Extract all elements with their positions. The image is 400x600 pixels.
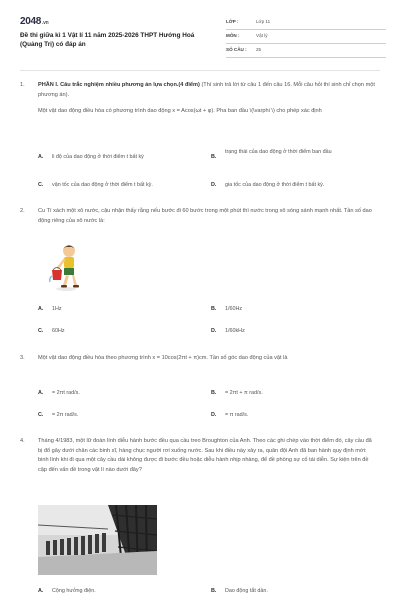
meta-value: Vật lý: [256, 33, 268, 38]
question-body: [38, 437, 376, 475]
option-text: trạng thái của dao động ở thời điểm ban đầu: [225, 149, 332, 155]
logo-suffix: .vn: [42, 20, 49, 26]
meta-row-class: [226, 16, 386, 30]
meta-key: SỐ CÂU :: [226, 47, 247, 52]
boy-carrying-bucket-image: [46, 242, 86, 292]
option-label: D.: [211, 412, 217, 418]
option-text: = 2πt rad/s.: [52, 390, 80, 396]
option-label: A.: [38, 306, 44, 312]
question-body: [38, 81, 376, 117]
option-label: A.: [38, 390, 44, 396]
page-header: [0, 0, 400, 70]
section-heading: PHẦN I. Câu trắc nghiệm nhiều phương án lựa chọn.(4 điểm): [38, 82, 200, 88]
option-label: C.: [38, 328, 44, 334]
option-label: D.: [211, 328, 217, 334]
meta-table: [226, 16, 386, 58]
question-number: 1.: [20, 82, 25, 88]
meta-row-subject: [226, 30, 386, 44]
section-note: (Thí sinh trả lời từ câu 1 đến câu 16. Mỗi câu hỏi thí sinh chỉ chọn một phương án).: [38, 82, 375, 98]
question-number: 4.: [20, 438, 25, 444]
option-label: B.: [211, 390, 217, 396]
option-label: D.: [211, 182, 217, 188]
option-text: gia tốc của dao động ở thời điểm t bất kỳ.: [225, 182, 325, 188]
meta-value: 25: [256, 47, 262, 52]
option-text: Cộng hưởng điện.: [52, 588, 96, 594]
option-text: 1/60kHz: [225, 328, 245, 334]
option-text: 1/60Hz: [225, 306, 243, 312]
option-label: B.: [211, 154, 217, 160]
question-body: [38, 207, 376, 226]
question-number: 2.: [20, 208, 25, 214]
bridge-soldiers-photo: [38, 505, 157, 575]
option-label: A.: [38, 154, 44, 160]
section-instruction: [38, 81, 376, 100]
option-text: 1Hz: [52, 306, 62, 312]
meta-key: LỚP :: [226, 19, 239, 24]
option-label: B.: [211, 306, 217, 312]
question-number: 3.: [20, 355, 25, 361]
question-stem: Cu Tí xách một xô nước, cậu nhận thấy rằng nếu bước đi 60 bước trong một phút thì nước trong xô sóng sánh mạnh nhất. Tần số dao động riêng của xô nước là:: [38, 208, 372, 224]
document-title: Đề thi giữa kì 1 Vật lí 11 năm 2025-2026 THPT Hướng Hoá (Quảng Trị) có đáp án: [20, 32, 195, 48]
option-text: Dao động tắt dần.: [225, 588, 268, 594]
site-logo[interactable]: [20, 16, 48, 27]
option-text: li độ của dao động ở thời điểm t bất kỳ: [52, 154, 144, 160]
option-label: B.: [211, 588, 217, 594]
header-divider: [20, 70, 380, 71]
logo-main: 2048: [20, 16, 42, 27]
question-stem: Tháng 4/1983, một lữ đoàn lính diễu hành bước đều qua cầu treo Broughton của Anh. Theo các ghi chép vào thời điểm đó, cây cầu đã bị đổ gây dưới chân các binh sĩ, hàng chục người rơi xuống nước. Sau khi điều này xảy ra, quân đội Anh đã ban hành quy định mới: binh lính khi đi qua một cây cầu dài không được đi bước đều hoặc diễu hành nhịp nhàng, để đề phòng sự cố tái diễn. Sự kiện trên đề cập đến vấn đề trong vật lí nào dưới đây?: [38, 438, 372, 473]
option-text: = 2πt + π rad/s.: [225, 390, 263, 396]
question-stem: Một vật dao động điều hòa có phương trình dao động x = Acos(ωt + φ). Pha ban đầu \(\varphi \) cho phép xác định: [38, 108, 322, 114]
option-label: C.: [38, 412, 44, 418]
question-body: [38, 354, 376, 364]
meta-row-count: [226, 44, 386, 58]
option-text: = π rad/s.: [225, 412, 249, 418]
option-label: A.: [38, 588, 44, 594]
option-text: 60Hz: [52, 328, 65, 334]
meta-key: MÔN :: [226, 33, 240, 38]
meta-value: Lớp 11: [256, 19, 271, 24]
option-text: = 2π rad/s.: [52, 412, 79, 418]
option-label: C.: [38, 182, 44, 188]
option-text: vận tốc của dao động ở thời điểm t bất kỳ.: [52, 182, 153, 188]
question-stem: Một vật dao động điều hòa theo phương trình x = 10cos(2πt + π)cm. Tần số góc dao động của vật là: [38, 355, 288, 361]
